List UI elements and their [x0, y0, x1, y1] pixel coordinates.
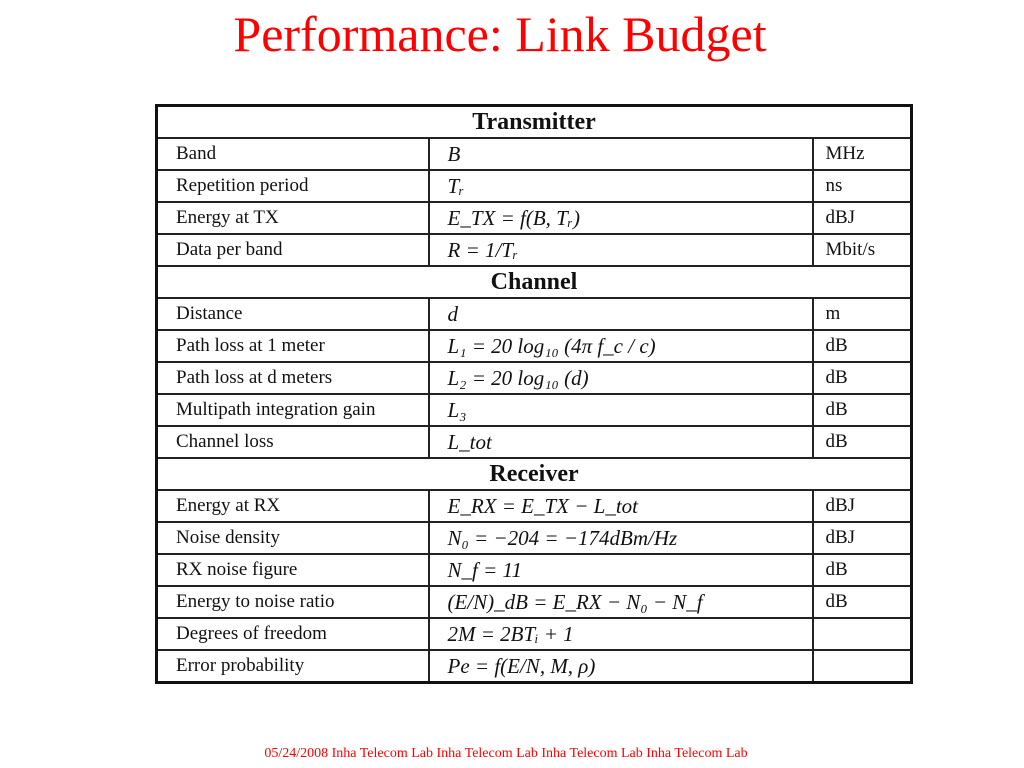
table-row	[157, 362, 912, 394]
expression-cell: d	[429, 298, 813, 330]
table-row	[157, 650, 912, 683]
table-row	[157, 298, 912, 330]
unit-cell: ns	[813, 170, 912, 202]
expression-cell: R = 1/Tᵣ	[429, 234, 813, 266]
unit-cell: dB	[813, 394, 912, 426]
unit-cell: dBJ	[813, 490, 912, 522]
parameter-cell: Energy at TX	[157, 202, 429, 234]
table-row	[157, 138, 912, 170]
parameter-cell: Channel loss	[157, 426, 429, 458]
table-row	[157, 330, 912, 362]
table-row	[157, 490, 912, 522]
parameter-cell: RX noise figure	[157, 554, 429, 586]
unit-cell	[813, 618, 912, 650]
expression-cell: E_RX = E_TX − L_tot	[429, 490, 813, 522]
unit-cell: Mbit/s	[813, 234, 912, 266]
table-row	[157, 586, 912, 618]
expression-cell: L₁ = 20 log₁₀ (4π f_c / c)	[429, 330, 813, 362]
unit-cell: dB	[813, 330, 912, 362]
link-budget-table	[155, 104, 913, 684]
expression-cell: (E/N)_dB = E_RX − N₀ − N_f	[429, 586, 813, 618]
table-row	[157, 426, 912, 458]
section-header-row	[157, 266, 912, 298]
unit-cell: dBJ	[813, 202, 912, 234]
parameter-cell: Band	[157, 138, 429, 170]
expression-cell: Tᵣ	[429, 170, 813, 202]
expression-cell: B	[429, 138, 813, 170]
table-row	[157, 234, 912, 266]
unit-cell: dB	[813, 586, 912, 618]
parameter-cell: Energy at RX	[157, 490, 429, 522]
unit-cell: dB	[813, 362, 912, 394]
slide-title: Performance: Link Budget	[233, 6, 767, 62]
section-header-row	[157, 106, 912, 139]
expression-cell: L_tot	[429, 426, 813, 458]
expression-cell: E_TX = f(B, Tᵣ)	[429, 202, 813, 234]
parameter-cell: Repetition period	[157, 170, 429, 202]
link-budget-table-container	[155, 104, 910, 684]
parameter-cell: Noise density	[157, 522, 429, 554]
parameter-cell: Distance	[157, 298, 429, 330]
parameter-cell: Error probability	[157, 650, 429, 683]
parameter-cell: Path loss at 1 meter	[157, 330, 429, 362]
parameter-cell: Data per band	[157, 234, 429, 266]
parameter-cell: Path loss at d meters	[157, 362, 429, 394]
expression-cell: 2M = 2BTᵢ + 1	[429, 618, 813, 650]
unit-cell: m	[813, 298, 912, 330]
unit-cell: dB	[813, 426, 912, 458]
expression-cell: L₃	[429, 394, 813, 426]
parameter-cell: Energy to noise ratio	[157, 586, 429, 618]
section-heading: Receiver	[157, 458, 912, 490]
table-row	[157, 394, 912, 426]
table-row	[157, 554, 912, 586]
parameter-cell: Multipath integration gain	[157, 394, 429, 426]
table-row	[157, 202, 912, 234]
expression-cell: N₀ = −204 = −174dBm/Hz	[429, 522, 813, 554]
section-header-row	[157, 458, 912, 490]
expression-cell: Pe = f(E/N, M, ρ)	[429, 650, 813, 683]
expression-cell: L₂ = 20 log₁₀ (d)	[429, 362, 813, 394]
table-row	[157, 522, 912, 554]
unit-cell: dBJ	[813, 522, 912, 554]
table-row	[157, 618, 912, 650]
slide-footer: 05/24/2008 Inha Telecom Lab Inha Telecom Lab Inha Telecom Lab Inha Telecom Lab	[264, 746, 748, 761]
section-heading: Channel	[157, 266, 912, 298]
expression-cell: N_f = 11	[429, 554, 813, 586]
unit-cell	[813, 650, 912, 683]
parameter-cell: Degrees of freedom	[157, 618, 429, 650]
unit-cell: dB	[813, 554, 912, 586]
table-row	[157, 170, 912, 202]
unit-cell: MHz	[813, 138, 912, 170]
section-heading: Transmitter	[157, 106, 912, 139]
